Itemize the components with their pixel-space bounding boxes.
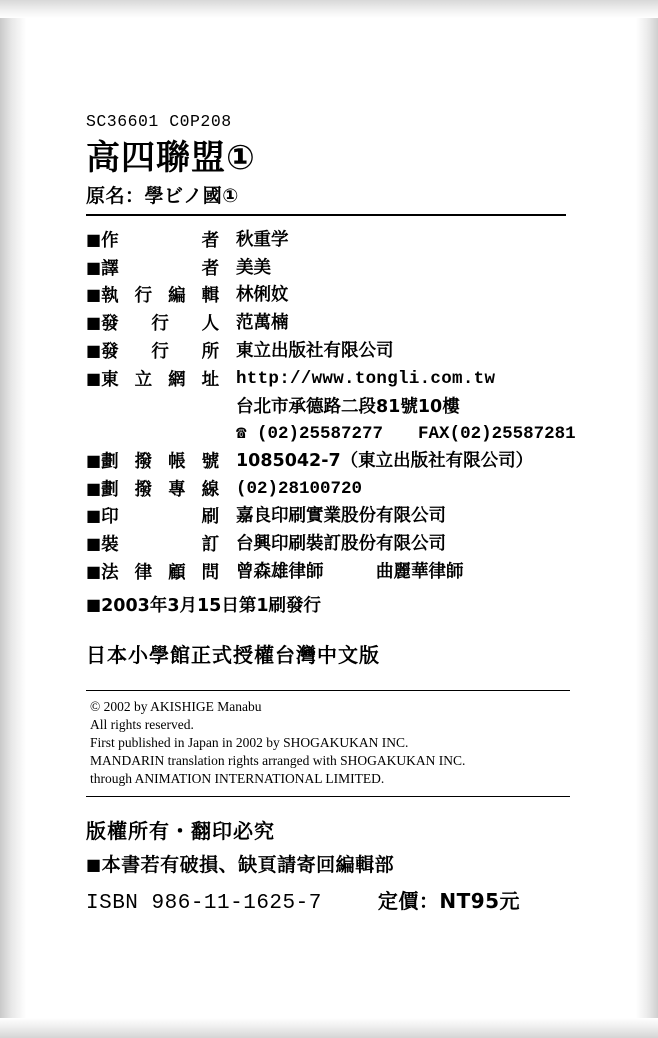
table-row bbox=[86, 285, 586, 313]
credit-value: 美美 bbox=[236, 257, 271, 278]
page-footer bbox=[86, 815, 586, 915]
table-row bbox=[86, 451, 586, 479]
square-bullet-icon: ■ bbox=[86, 506, 102, 526]
credit-value: 秋重学 bbox=[236, 229, 289, 250]
credit-label: ■發 行 人 bbox=[86, 313, 220, 335]
square-bullet-icon: ■ bbox=[86, 341, 102, 361]
credits-table bbox=[86, 230, 586, 590]
divider-rule bbox=[86, 214, 566, 216]
credit-label: ■譯 者 bbox=[86, 257, 220, 279]
credit-label: ■東立網址 bbox=[86, 369, 220, 391]
copyright-line: through ANIMATION INTERNATIONAL LIMITED. bbox=[90, 770, 385, 786]
table-row bbox=[86, 562, 586, 590]
isbn-value: ISBN 986-11-1625-7 bbox=[86, 891, 322, 915]
square-bullet-icon: ■ bbox=[86, 562, 102, 582]
copyright-line: MANDARIN translation rights arranged with SHOGAKUKAN INC. bbox=[90, 752, 466, 768]
publish-date-line bbox=[86, 592, 586, 617]
square-bullet-icon: ■ bbox=[86, 478, 102, 498]
credit-value: 1085042-7（東立出版社有限公司） bbox=[236, 450, 534, 471]
credit-value: (02)28100720 bbox=[236, 478, 363, 499]
square-bullet-icon: ■ bbox=[86, 285, 102, 305]
square-bullet-icon: ■ bbox=[86, 369, 102, 389]
isbn-price-row bbox=[86, 885, 586, 915]
credit-label-empty bbox=[86, 397, 236, 424]
credit-label: ■發 行 所 bbox=[86, 341, 220, 363]
copyright-line: First published in Japan in 2002 by SHOGAKUKAN INC. bbox=[90, 734, 409, 750]
colophon-content bbox=[86, 112, 586, 915]
credit-value: 林俐妏 bbox=[236, 285, 289, 306]
credit-value: 范萬楠 bbox=[236, 313, 289, 334]
square-bullet-icon: ■ bbox=[86, 854, 102, 874]
publisher-address: 台北市承德路二段81號10樓 bbox=[236, 396, 460, 417]
price-value: 定價：NT95元 bbox=[377, 888, 521, 913]
table-row bbox=[86, 506, 586, 534]
credit-label: ■印 刷 bbox=[86, 506, 220, 528]
table-row bbox=[86, 230, 586, 258]
square-bullet-icon: ■ bbox=[86, 595, 102, 615]
scan-edge-bottom bbox=[0, 1018, 658, 1038]
rights-reserved-line: 版權所有・翻印必究 bbox=[86, 818, 275, 843]
authorization-line: 日本小學館正式授權台灣中文版 bbox=[86, 643, 380, 668]
scan-edge-top bbox=[0, 0, 658, 18]
credit-label: ■執行編輯 bbox=[86, 285, 220, 307]
credit-label: ■劃撥專線 bbox=[86, 478, 220, 500]
credit-value: 台興印刷裝訂股份有限公司 bbox=[236, 534, 446, 555]
copyright-line: All rights reserved. bbox=[90, 717, 194, 733]
table-row bbox=[86, 313, 586, 341]
publisher-phone-fax: ☎ (02)25587277 FAX(02)25587281 bbox=[236, 423, 576, 444]
catalog-code: SC36601 C0P208 bbox=[86, 112, 232, 131]
table-row bbox=[86, 369, 586, 397]
scan-edge-right bbox=[636, 0, 658, 1038]
credit-label: ■作 者 bbox=[86, 229, 220, 251]
square-bullet-icon: ■ bbox=[86, 313, 102, 333]
square-bullet-icon: ■ bbox=[86, 534, 102, 554]
table-row bbox=[86, 397, 586, 424]
original-title: 原名：學ビノ國① bbox=[86, 184, 239, 207]
defect-notice-line bbox=[86, 850, 586, 877]
credit-label: ■劃撥帳號 bbox=[86, 450, 220, 472]
square-bullet-icon: ■ bbox=[86, 450, 102, 470]
table-row bbox=[86, 424, 586, 451]
scan-edge-left bbox=[0, 0, 26, 1038]
page-title: 高四聯盟① bbox=[86, 138, 256, 178]
publisher-website[interactable]: http://www.tongli.com.tw bbox=[236, 369, 496, 390]
copyright-block bbox=[86, 690, 570, 797]
defect-notice-text: 本書若有破損、缺頁請寄回編輯部 bbox=[101, 853, 395, 876]
credit-value: 嘉良印刷實業股份有限公司 bbox=[236, 506, 446, 527]
table-row bbox=[86, 534, 586, 562]
credit-value: 曾森雄律師 曲麗華律師 bbox=[236, 562, 464, 583]
table-row bbox=[86, 479, 586, 507]
credit-label-empty bbox=[86, 424, 236, 451]
credit-label: ■裝 訂 bbox=[86, 534, 220, 556]
square-bullet-icon: ■ bbox=[86, 257, 102, 277]
square-bullet-icon: ■ bbox=[86, 229, 102, 249]
copyright-line: © 2002 by AKISHIGE Manabu bbox=[90, 699, 262, 715]
table-row bbox=[86, 258, 586, 286]
credit-value: 東立出版社有限公司 bbox=[236, 341, 394, 362]
publish-date-text: 2003年3月15日第1刷發行 bbox=[101, 596, 322, 617]
table-row bbox=[86, 341, 586, 369]
credit-label: ■法律顧問 bbox=[86, 562, 220, 584]
